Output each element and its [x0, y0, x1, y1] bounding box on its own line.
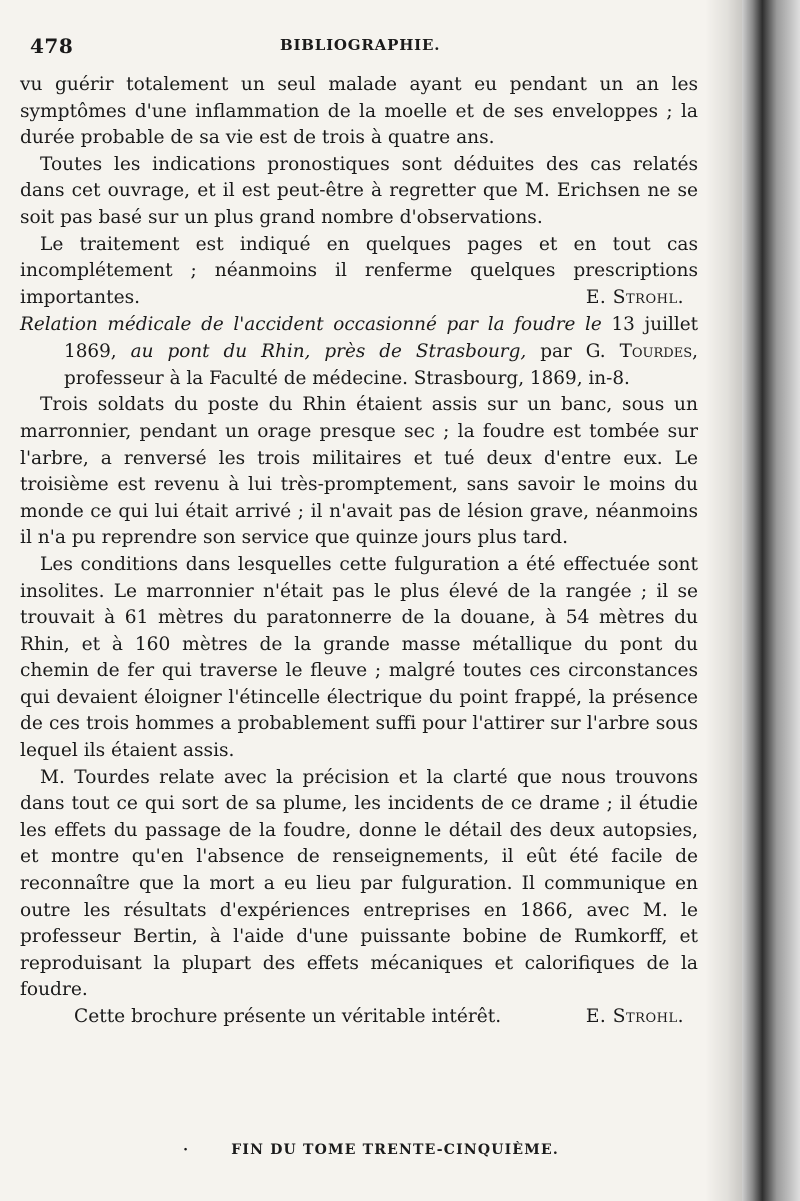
page-number: 478 [30, 34, 74, 58]
entry-title-italic: Relation médicale de l'accident occasionné par la foudre le [20, 314, 602, 336]
paragraph-7: Cette brochure présente un véritable intérêt. [74, 1006, 502, 1027]
page-body [20, 72, 698, 1031]
bibliographic-entry-title [20, 311, 698, 392]
book-gutter [742, 0, 800, 1201]
footer-text: FIN DU TOME TRENTE-CINQUIÈME. [231, 1142, 559, 1158]
paragraph-2: Toutes les indications pronostiques sont déduites des cas relatés dans cet ouvrage, et il est peut-être à regretter que M. Erichsen ne se soit pas basé sur un plus grand nombre d'observations. [20, 153, 698, 228]
entry-title-author: Tourdes, [619, 341, 698, 363]
paragraph-1: vu guérir totalement un seul malade ayant eu pendant un an les symptômes d'une inflammation de la moelle et de ses enveloppes ; la durée probable de sa vie est de trois à quatre ans. [20, 74, 698, 149]
paragraph-6: M. Tourdes relate avec la précision et la clarté que nous trouvons dans tout ce qui sort de sa plume, les incidents de ce drame ; il étudie les effets du passage de la foudre, donne le détail des deux autopsies, et montre qu'en l'absence de renseignements, il eût été facile de reconnaître que la mort a eu lieu par fulguration. Il communique en outre les résultats d'expériences entreprises en 1866, avec M. le professeur Bertin, à l'aide d'une puissante bobine de Rumkorff, et reproduisant la plupart des effets mécaniques et calorifiques de la foudre. [20, 766, 698, 1001]
paragraph-3-text: Le traitement est indiqué en quelques pages et en tout cas incomplétement ; néanmoins il renferme quelques prescriptions importantes. [20, 233, 698, 308]
running-head: BIBLIOGRAPHIE. [280, 36, 441, 54]
entry-title-by: par G. [540, 341, 606, 363]
page-edge-shadow [705, 0, 742, 1201]
paragraph-5: Les conditions dans lesquelles cette fulguration a été effectuée sont insolites. Le marronnier n'était pas le plus élevé de la rangée ; il se trouvait à 61 mètres du paratonnerre de la douane, à 54 mètres du Rhin, et à 160 mètres de la grande masse métallique du pont du chemin de fer qui traverse le fleuve ; malgré toutes ces circonstances qui devaient éloigner l'étincelle électrique du point frappé, la présence de ces trois hommes a probablement suffi pour l'attirer sur l'arbre sous lequel ils étaient assis. [20, 553, 698, 762]
entry-title-date: 13 juillet 1869, [64, 314, 698, 363]
footer-bullet: · [183, 1142, 190, 1158]
entry-title-rest: professeur à la Faculté de médecine. Strasbourg, 1869, in-8. [64, 368, 630, 390]
entry-title-location: au pont du Rhin, près de Strasbourg, [130, 341, 527, 363]
paragraph-4: Trois soldats du poste du Rhin étaient assis sur un banc, sous un marronnier, pendant un orage presque sec ; la foudre est tombée sur l'arbre, a renversé les trois militaires et tué deux d'entre eux. Le troisième est revenu à lui très-promptement, sans savoir le moins du monde ce qui lui était arrivé ; il n'avait pas de lésion grave, néanmoins il n'a pu reprendre son service que quinze jours plus tard. [20, 394, 698, 549]
volume-end-note [0, 1142, 742, 1158]
signature-1: E. Strohl. [585, 286, 684, 308]
closing-line [20, 1004, 698, 1031]
signature-2: E. Strohl. [585, 1006, 684, 1027]
page-header [30, 34, 700, 60]
paragraph-3 [20, 232, 698, 312]
